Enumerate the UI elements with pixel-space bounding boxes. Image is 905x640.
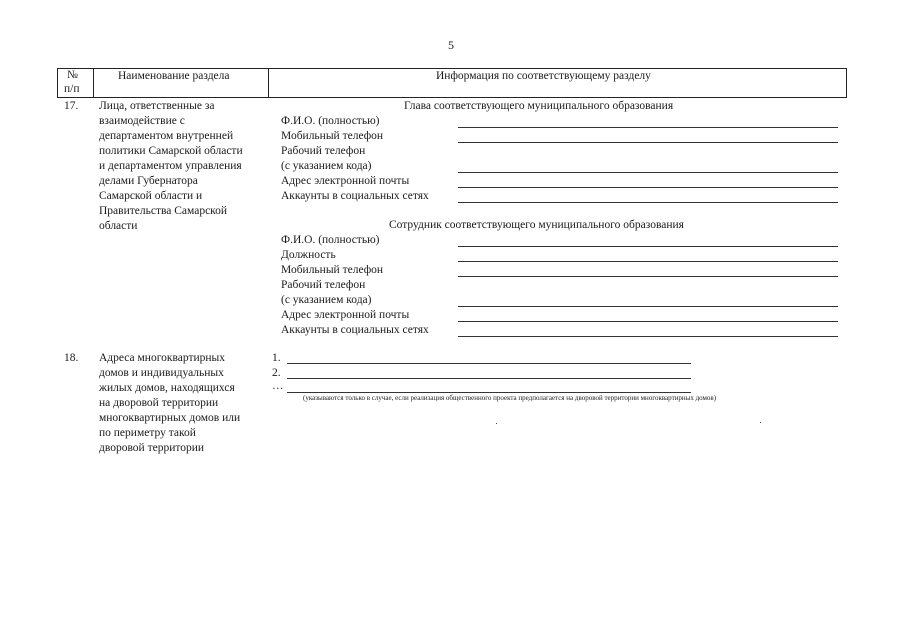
row-title-line: жилых домов, находящихся [99,382,235,394]
row-number: 18. [64,352,79,364]
row-title-line: многоквартирных домов или [99,412,241,424]
header-num-line2: п/п [64,83,80,95]
row-title-line: политики Самарской области [99,145,243,157]
fill-line[interactable] [458,127,838,128]
row-title-line: дворовой территории [99,442,205,454]
fill-line[interactable] [458,187,838,188]
field-label: Должность [281,249,336,261]
field-label: Рабочий телефон [281,145,366,157]
row-title-line: Адреса многоквартирных [99,352,226,364]
field-label: Мобильный телефон [281,264,384,276]
field-label: (с указанием кода) [281,160,372,172]
address-note: (указываются только в случае, если реализация общественного проекта предполагается на дворовой территории многоквартирных домов) [303,394,717,402]
group-heading: Сотрудник соответствующего муниципального образования [389,219,684,231]
fill-line[interactable] [458,276,838,277]
fill-line[interactable] [458,261,838,262]
row-title-line: и департаментом управления [99,160,242,172]
header-section-name: Наименование раздела [118,70,230,82]
page-number: 5 [448,38,454,52]
fill-line[interactable] [458,172,838,173]
table-top-border [57,68,847,69]
fill-line[interactable] [287,392,691,393]
fill-line[interactable] [287,378,691,379]
fill-line[interactable] [458,142,838,143]
scan-speck [496,423,497,424]
fill-line[interactable] [458,336,838,337]
row-title-line: на дворовой территории [99,397,219,409]
row-title-line: делами Губернатора [99,175,198,187]
row-title-line: департаментом внутренней [99,130,234,142]
field-label: Аккаунты в социальных сетях [281,324,429,336]
table-right-border [846,68,847,97]
col-divider-1 [93,68,94,97]
fill-line[interactable] [458,321,838,322]
row-number: 17. [64,100,79,112]
scan-speck [760,422,761,423]
list-item-marker: 2. [272,367,281,379]
col-divider-2 [268,68,269,97]
field-label: Мобильный телефон [281,130,384,142]
fill-line[interactable] [458,306,838,307]
list-item-marker: 1. [272,352,281,364]
row-title-line: домов и индивидуальных [99,367,224,379]
field-label: (с указанием кода) [281,294,372,306]
row-title-line: Самарской области и [99,190,203,202]
row-title-line: области [99,220,138,232]
header-bottom-border [57,97,847,98]
row-title-line: Лица, ответственные за [99,100,215,112]
field-label: Рабочий телефон [281,279,366,291]
row-title-line: взаимодействие с [99,115,185,127]
table-left-border [57,68,58,97]
list-item-marker: … [272,380,284,392]
fill-line[interactable] [458,246,838,247]
row-title-line: Правительства Самарской [99,205,228,217]
fill-line[interactable] [458,202,838,203]
header-info: Информация по соответствующему разделу [436,70,651,82]
field-label: Ф.И.О. (полностью) [281,234,380,246]
field-label: Адрес электронной почты [281,309,410,321]
row-title-line: по периметру такой [99,427,196,439]
group-heading: Глава соответствующего муниципального образования [404,100,674,112]
fill-line[interactable] [287,363,691,364]
header-num-line1: № [67,69,78,81]
field-label: Адрес электронной почты [281,175,410,187]
field-label: Ф.И.О. (полностью) [281,115,380,127]
field-label: Аккаунты в социальных сетях [281,190,429,202]
